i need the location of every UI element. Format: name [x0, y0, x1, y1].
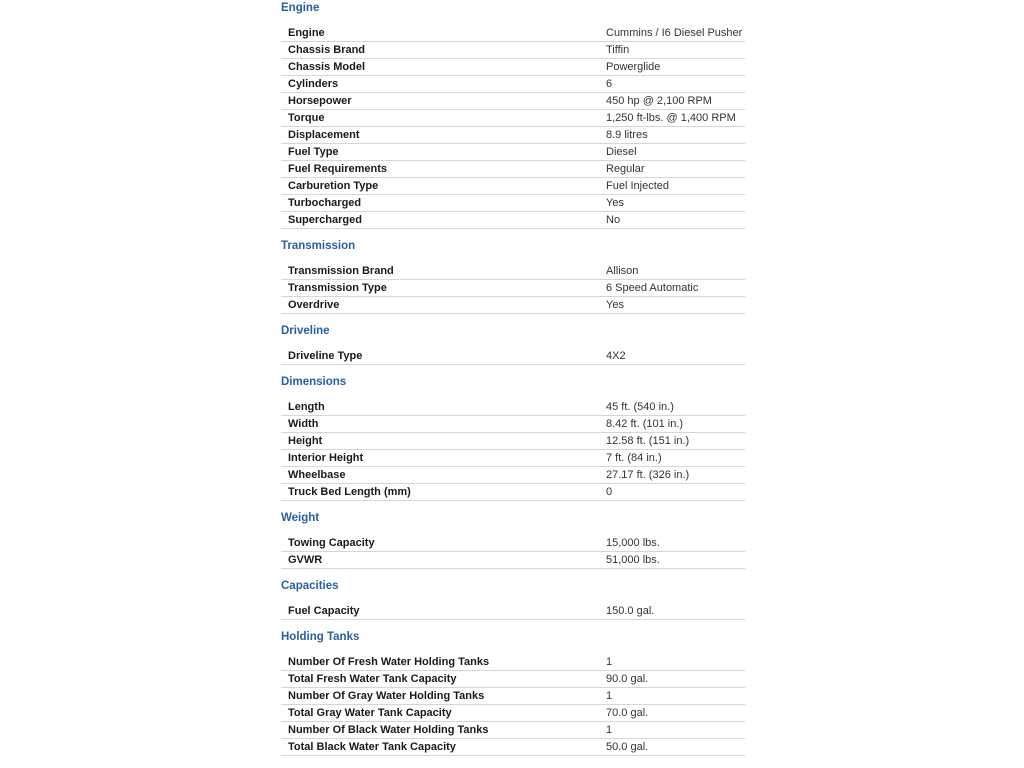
spec-row	[281, 603, 745, 620]
spec-label: GVWR	[288, 554, 323, 566]
spec-value: 450 hp @ 2,100 RPM	[606, 95, 712, 107]
spec-value: Fuel Injected	[606, 180, 669, 192]
spec-value: 6	[606, 78, 613, 90]
spec-rows	[281, 348, 745, 365]
spec-value: Regular	[606, 163, 645, 175]
spec-value: 12.58 ft. (151 in.)	[606, 435, 690, 447]
spec-label: Total Black Water Tank Capacity	[288, 741, 456, 753]
spec-row	[281, 348, 745, 365]
spec-value: 8.9 litres	[606, 129, 648, 141]
spec-row	[281, 263, 745, 280]
spec-value: 6 Speed Automatic	[606, 282, 699, 294]
spec-row	[281, 552, 745, 569]
spec-row	[281, 161, 745, 178]
spec-row	[281, 25, 745, 42]
spec-row	[281, 416, 745, 433]
spec-label: Supercharged	[288, 214, 362, 226]
spec-row	[281, 535, 745, 552]
spec-section-capacities	[281, 578, 745, 620]
spec-section-engine	[281, 0, 745, 229]
spec-value: 1,250 ft-lbs. @ 1,400 RPM	[606, 112, 736, 124]
section-title: Holding Tanks	[281, 631, 360, 643]
spec-value: Yes	[606, 197, 624, 209]
spec-label: Turbocharged	[288, 197, 362, 209]
spec-label: Torque	[288, 112, 325, 124]
spec-rows	[281, 535, 745, 569]
spec-row	[281, 450, 745, 467]
spec-row	[281, 484, 745, 501]
spec-row	[281, 144, 745, 161]
spec-label: Overdrive	[288, 299, 340, 311]
spec-label: Total Gray Water Tank Capacity	[288, 707, 452, 719]
spec-label: Fuel Type	[288, 146, 339, 158]
spec-section-weight	[281, 510, 745, 569]
spec-value: 1	[606, 690, 613, 702]
spec-label: Chassis Brand	[288, 44, 366, 56]
spec-rows	[281, 263, 745, 314]
spec-label: Fuel Requirements	[288, 163, 388, 175]
spec-value: 1	[606, 724, 613, 736]
spec-section-holding-tanks	[281, 629, 745, 756]
spec-label: Towing Capacity	[288, 537, 375, 549]
spec-value: 7 ft. (84 in.)	[606, 452, 662, 464]
section-title: Weight	[281, 512, 320, 524]
spec-value: 4X2	[606, 350, 626, 362]
spec-label: Width	[288, 418, 319, 430]
spec-row	[281, 467, 745, 484]
spec-value: 0	[606, 486, 613, 498]
spec-label: Carburetion Type	[288, 180, 379, 192]
section-title: Transmission	[281, 240, 356, 252]
spec-label: Number Of Gray Water Holding Tanks	[288, 690, 485, 702]
spec-row	[281, 688, 745, 705]
spec-row	[281, 722, 745, 739]
spec-value: Tiffin	[606, 44, 630, 56]
spec-rows	[281, 654, 745, 756]
spec-value: 8.42 ft. (101 in.)	[606, 418, 684, 430]
spec-row	[281, 212, 745, 229]
spec-row	[281, 671, 745, 688]
spec-value: Allison	[606, 265, 639, 277]
spec-label: Fuel Capacity	[288, 605, 360, 617]
spec-rows	[281, 25, 745, 229]
spec-label: Engine	[288, 27, 325, 39]
spec-row	[281, 93, 745, 110]
spec-value: 70.0 gal.	[606, 707, 649, 719]
spec-value: 150.0 gal.	[606, 605, 655, 617]
spec-label: Truck Bed Length (mm)	[288, 486, 411, 498]
spec-row	[281, 76, 745, 93]
section-title: Dimensions	[281, 376, 347, 388]
spec-value: Yes	[606, 299, 624, 311]
spec-label: Total Fresh Water Tank Capacity	[288, 673, 457, 685]
spec-row	[281, 178, 745, 195]
spec-row	[281, 195, 745, 212]
spec-row	[281, 654, 745, 671]
spec-value: No	[606, 214, 621, 226]
spec-row	[281, 280, 745, 297]
spec-label: Height	[288, 435, 323, 447]
spec-value: 90.0 gal.	[606, 673, 649, 685]
spec-value: Powerglide	[606, 61, 661, 73]
spec-section-dimensions	[281, 374, 745, 501]
spec-label: Displacement	[288, 129, 360, 141]
spec-row	[281, 705, 745, 722]
spec-label: Cylinders	[288, 78, 339, 90]
spec-rows	[281, 399, 745, 501]
spec-label: Number Of Black Water Holding Tanks	[288, 724, 489, 736]
spec-value: 45 ft. (540 in.)	[606, 401, 674, 413]
spec-value: 51,000 lbs.	[606, 554, 660, 566]
spec-label: Transmission Brand	[288, 265, 394, 277]
spec-value: 50.0 gal.	[606, 741, 649, 753]
spec-value: Cummins / I6 Diesel Pusher	[606, 27, 743, 39]
spec-row	[281, 739, 745, 756]
spec-label: Chassis Model	[288, 61, 366, 73]
spec-row	[281, 433, 745, 450]
spec-label: Interior Height	[288, 452, 364, 464]
spec-row	[281, 399, 745, 416]
spec-row	[281, 59, 745, 76]
spec-section-transmission	[281, 238, 745, 314]
spec-row	[281, 110, 745, 127]
spec-label: Wheelbase	[288, 469, 346, 481]
spec-row	[281, 42, 745, 59]
spec-label: Transmission Type	[288, 282, 387, 294]
spec-sheet	[281, 0, 745, 765]
spec-row	[281, 127, 745, 144]
spec-value: 1	[606, 656, 613, 668]
section-title: Driveline	[281, 325, 330, 337]
section-title: Capacities	[281, 580, 339, 592]
spec-label: Length	[288, 401, 325, 413]
spec-value: 27.17 ft. (326 in.)	[606, 469, 690, 481]
spec-label: Driveline Type	[288, 350, 363, 362]
spec-section-driveline	[281, 323, 745, 365]
spec-rows	[281, 603, 745, 620]
spec-label: Number Of Fresh Water Holding Tanks	[288, 656, 490, 668]
spec-value: Diesel	[606, 146, 637, 158]
spec-value: 15,000 lbs.	[606, 537, 660, 549]
spec-label: Horsepower	[288, 95, 352, 107]
spec-row	[281, 297, 745, 314]
section-title: Engine	[281, 2, 320, 14]
